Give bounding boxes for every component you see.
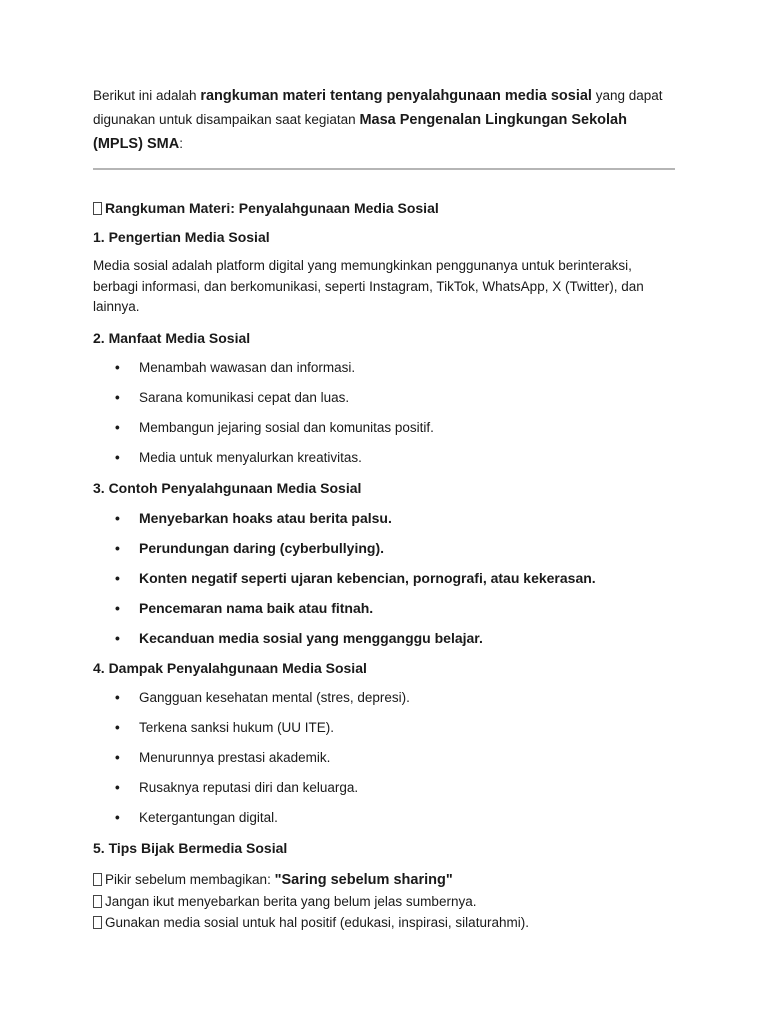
bullet-icon: •	[115, 749, 120, 765]
list-dampak	[93, 689, 678, 827]
missing-glyph-icon	[93, 895, 102, 908]
document-title-text: Rangkuman Materi: Penyalahgunaan Media Sosial	[105, 200, 439, 216]
missing-glyph-icon	[93, 873, 102, 886]
list-item: • Gangguan kesehatan mental (stres, depresi).	[115, 689, 410, 705]
bullet-icon: •	[115, 539, 120, 556]
bullet-icon: •	[115, 689, 120, 705]
list-item: • Menambah wawasan dan informasi.	[115, 359, 356, 375]
list-item: • Membangun jejaring sosial dan komunitas positif.	[115, 419, 434, 435]
section-heading-dampak: 4. Dampak Penyalahgunaan Media Sosial	[93, 659, 367, 676]
intro-text-2: yang dapat digunakan untuk disampaikan saat kegiatan	[93, 88, 663, 127]
list-item: • Rusaknya reputasi diri dan keluarga.	[115, 779, 359, 795]
tip-line: Jangan ikut menyebarkan berita yang belum jelas sumbernya.	[93, 891, 678, 912]
bullet-icon: •	[115, 719, 120, 735]
horizontal-divider	[93, 168, 675, 170]
bullet-icon: •	[115, 509, 120, 526]
tip-line: Pikir sebelum membagikan: "Saring sebelum sharing"	[93, 869, 678, 891]
list-manfaat	[93, 359, 678, 467]
document-page	[93, 84, 678, 933]
bullet-icon: •	[115, 779, 120, 795]
document-title	[93, 199, 678, 217]
tips-block	[93, 869, 678, 933]
intro-bold-1: rangkuman materi tentang penyalahgunaan media sosial	[200, 88, 592, 104]
list-item: • Sarana komunikasi cepat dan luas.	[115, 389, 350, 405]
bullet-icon: •	[115, 389, 120, 405]
list-item: • Menurunnya prestasi akademik.	[115, 749, 331, 765]
bullet-icon: •	[115, 629, 120, 646]
section-heading-tips: 5. Tips Bijak Bermedia Sosial	[93, 839, 288, 856]
section-heading-contoh: 3. Contoh Penyalahgunaan Media Sosial	[93, 479, 362, 496]
tip-line: Gunakan media sosial untuk hal positif (edukasi, inspirasi, silaturahmi).	[93, 912, 678, 933]
list-item: • Perundungan daring (cyberbullying).	[115, 539, 385, 556]
list-contoh	[93, 509, 678, 647]
list-item: • Menyebarkan hoaks atau berita palsu.	[115, 509, 392, 526]
list-item: • Ketergantungan digital.	[115, 809, 278, 825]
section-paragraph-pengertian: Media sosial adalah platform digital yang memungkinkan penggunanya untuk berinteraksi, berbagi informasi, dan berkomunikasi, seperti Instagram, TikTok, WhatsApp, X (Twitter), dan lainnya.	[93, 258, 644, 314]
bullet-icon: •	[115, 449, 120, 465]
section-heading-pengertian: 1. Pengertian Media Sosial	[93, 229, 270, 245]
missing-glyph-icon	[93, 202, 102, 215]
intro-bold-2: Masa Pengenalan Lingkungan Sekolah (MPLS) SMA	[93, 112, 627, 152]
bullet-icon: •	[115, 809, 120, 825]
list-item: • Terkena sanksi hukum (UU ITE).	[115, 719, 335, 735]
bullet-icon: •	[115, 599, 120, 616]
intro-text-1: Berikut ini adalah	[93, 88, 201, 103]
list-item: • Pencemaran nama baik atau fitnah.	[115, 599, 374, 616]
list-item: • Media untuk menyalurkan kreativitas.	[115, 449, 362, 465]
list-item: • Kecanduan media sosial yang mengganggu belajar.	[115, 629, 483, 646]
intro-text-3: :	[179, 136, 183, 151]
bullet-icon: •	[115, 419, 120, 435]
missing-glyph-icon	[93, 916, 102, 929]
bullet-icon: •	[115, 569, 120, 586]
intro-paragraph	[93, 84, 678, 156]
section-heading-manfaat: 2. Manfaat Media Sosial	[93, 329, 251, 346]
bullet-icon: •	[115, 359, 120, 375]
list-item: • Konten negatif seperti ujaran kebencian, pornografi, atau kekerasan.	[115, 569, 596, 586]
